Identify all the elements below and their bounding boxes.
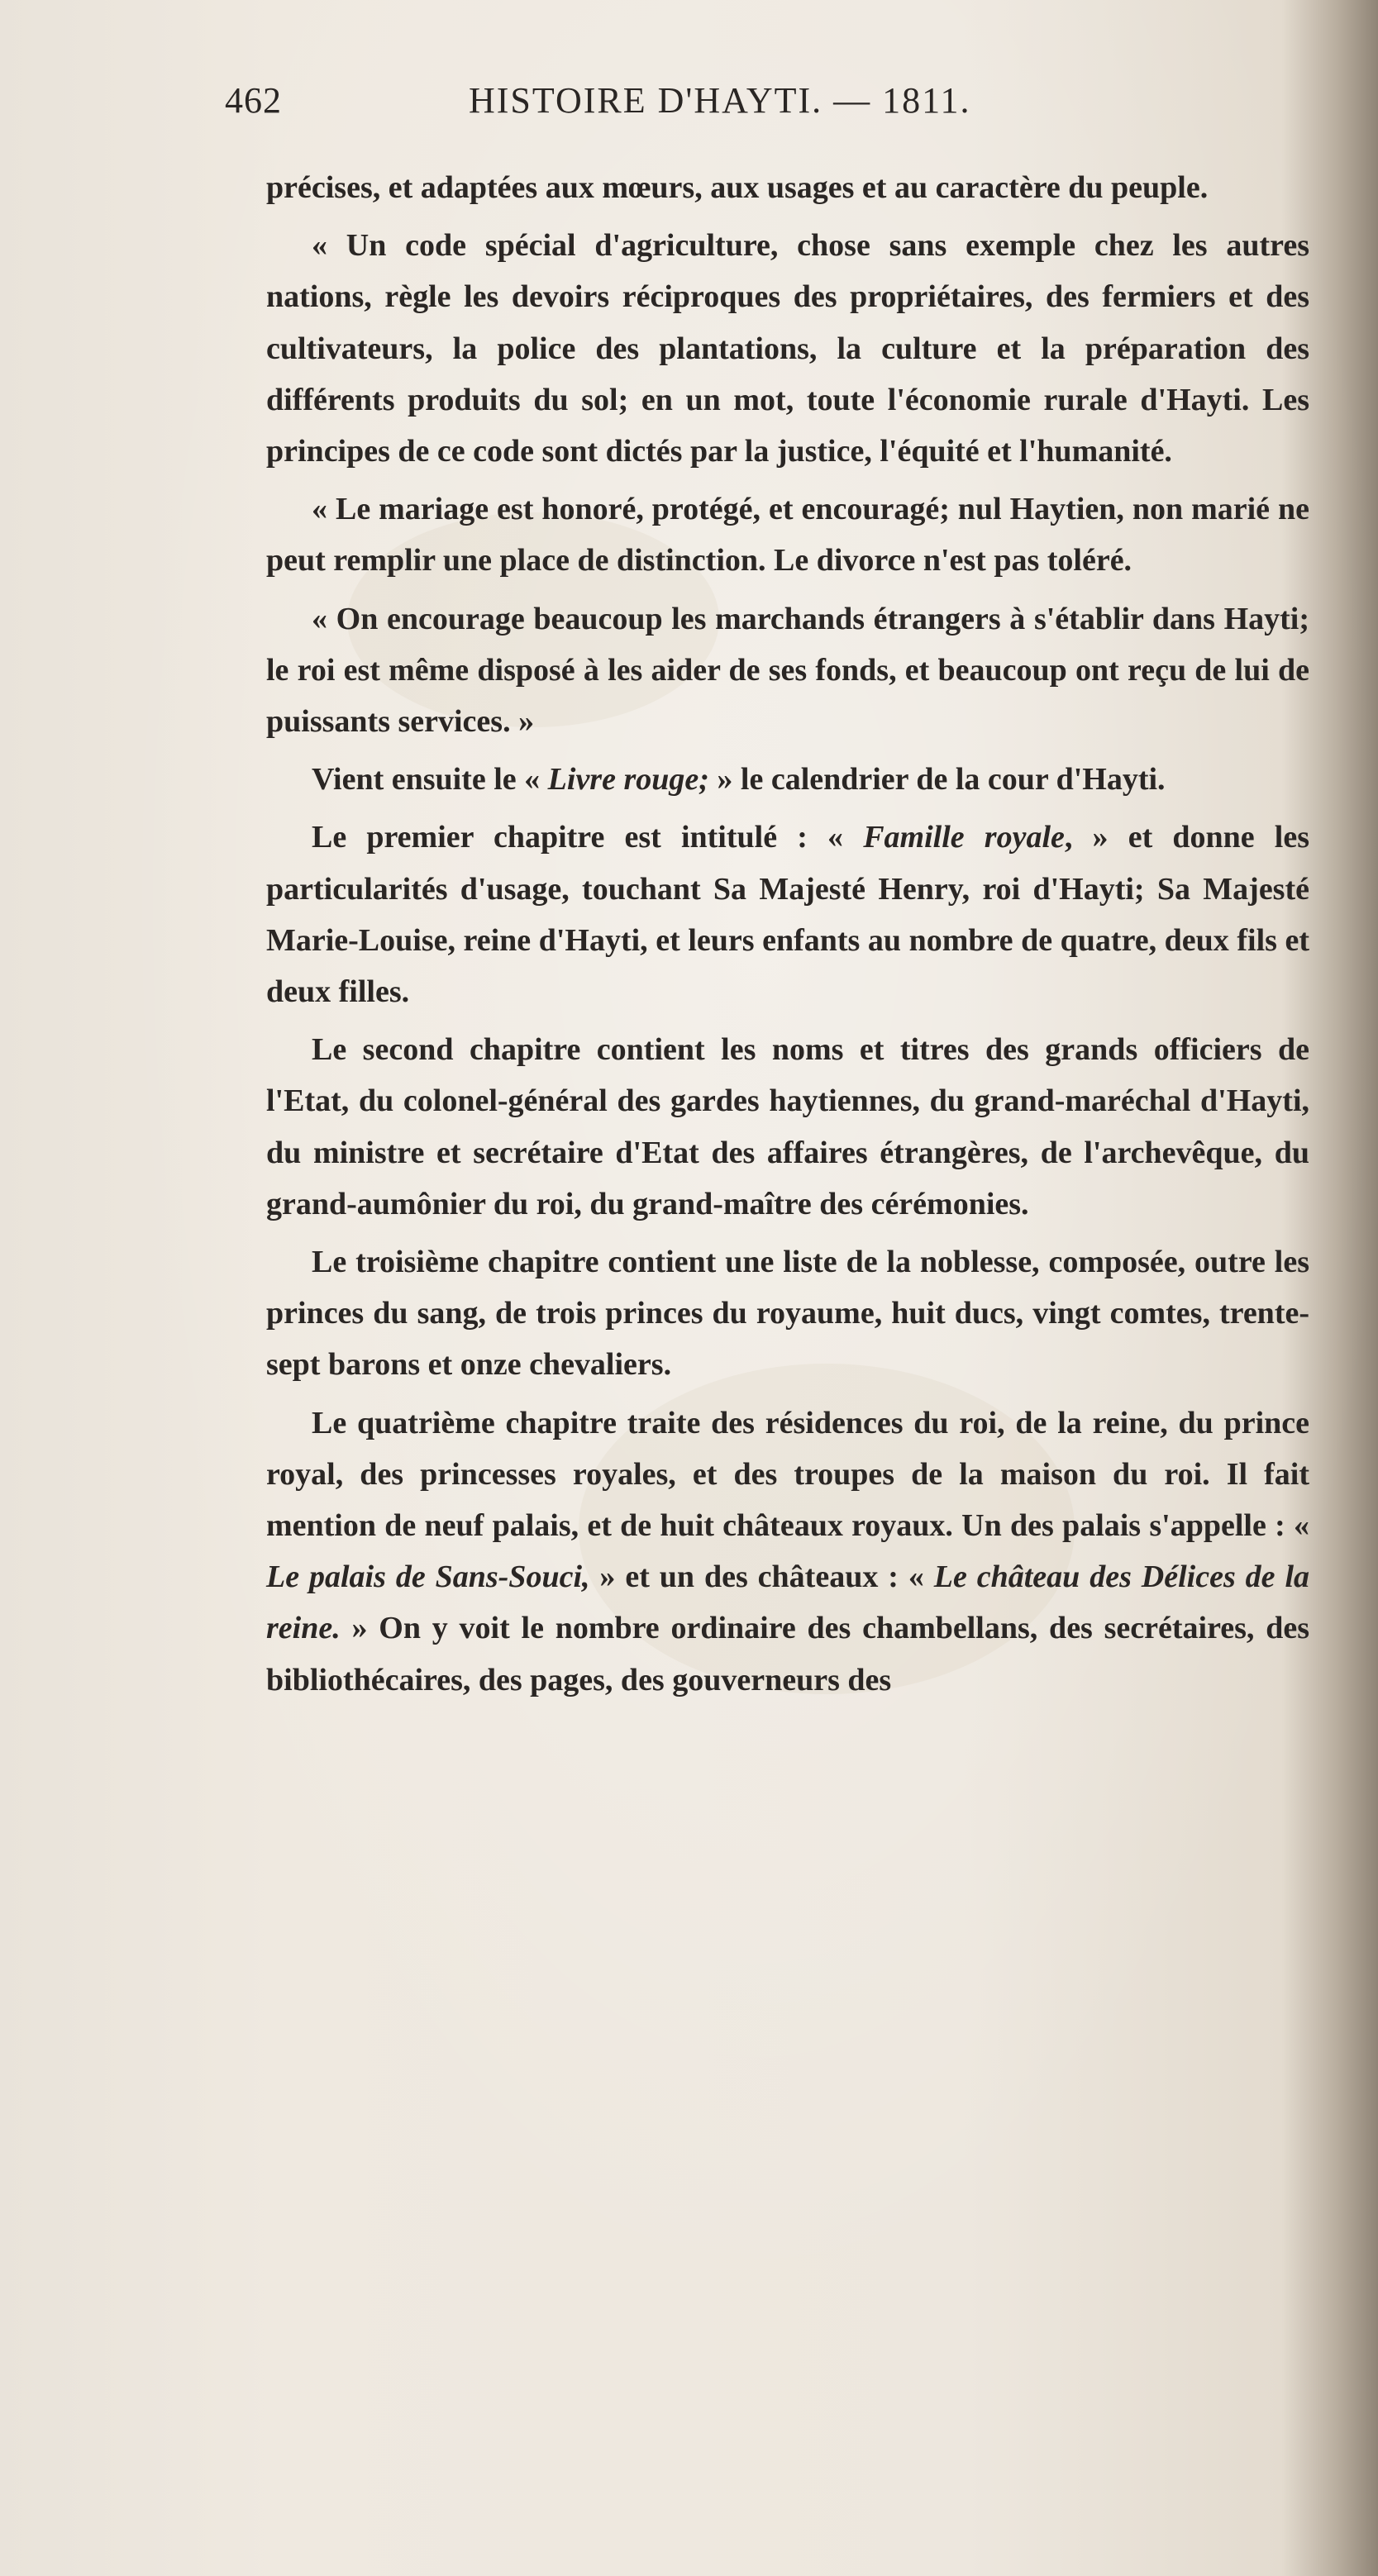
paragraph [266,162,1309,213]
paragraph [266,754,1309,805]
italic-text: Le palais de Sans-Souci, [266,1559,590,1595]
paragraph-text: , » et donne les particularités d'usage, touchant Sa Majesté Henry, roi d'Hayti; Sa Majesté Marie-Louise, reine d'Hayti, et leurs enfants au nombre de quatre, deux fils et deux filles. [266,820,1310,1010]
paragraph-text: « Un code spécial d'agriculture, chose sans exemple chez les autres nations, règle les devoirs réciproques des propriétaires, des fermiers et des cultivateurs, la police des plantations, la culture et la préparation des différents produits du sol; en un mot, toute l'économie rurale d'Hayti. Les principes de ce code sont dictés par la justice, l'équité et l'humanité. [266,228,1309,469]
paragraph-text: précises, et adaptées aux mœurs, aux usages et au caractère du peuple. [266,170,1209,205]
paragraph-text: « Le mariage est honoré, protégé, et encouragé; nul Haytien, non marié ne peut remplir une place de distinction. Le divorce n'est pas toléré. [266,492,1309,579]
paragraph [266,1024,1309,1230]
paragraph [266,593,1309,748]
paragraph-text: Le troisième chapitre contient une liste de la noblesse, composée, outre les princes du sang, de trois princes du royaume, huit ducs, vingt comtes, trente-sept barons et onze chevaliers. [266,1245,1309,1383]
paragraph [266,220,1309,477]
italic-text: Famille royale [863,820,1065,855]
paragraph-text: Le quatrième chapitre traite des résidences du roi, de la reine, du prince royal, des princesses royales, et des troupes de la maison du roi. Il fait mention de neuf palais, et de huit châteaux royaux. Un des palais s'appelle : « [266,1405,1309,1544]
paragraph-text: Vient ensuite le « [312,762,548,798]
italic-text: Le château des Délices de la reine. [266,1559,1309,1646]
page-number: 462 [225,80,282,121]
paragraph [266,1398,1309,1706]
running-header [225,79,1184,137]
paragraph [266,483,1309,586]
paragraph-text: « On encourage beaucoup les marchands étrangers à s'établir dans Hayti; le roi est même disposé à les aider de ses fonds, et beaucoup ont reçu de lui de puissants services. » [266,601,1309,740]
paragraph-text: » le calendrier de la cour d'Hayti. [708,762,1166,798]
paragraph-text: Le second chapitre contient les noms et titres des grands officiers de l'Etat, du colonel-général des gardes haytiennes, du grand-maréchal d'Hayti, du ministre et secrétaire d'Etat des affaires étrangères, de l'archevêque, du grand-aumônier du roi, du grand-maître des cérémonies. [266,1032,1309,1221]
paragraph-text: Le premier chapitre est intitulé : « [312,820,864,855]
paragraph [266,812,1309,1017]
paragraph-text: » On y voit le nombre ordinaire des chambellans, des secrétaires, des bibliothécaires, des pages, des gouverneurs des [266,1611,1309,1697]
italic-text: Livre rouge; [547,762,709,798]
paragraph [266,1236,1309,1391]
body-text [266,162,1309,1712]
running-title: HISTOIRE D'HAYTI. — 1811. [469,80,971,121]
paragraph-text: » et un des châteaux : « [589,1559,934,1595]
